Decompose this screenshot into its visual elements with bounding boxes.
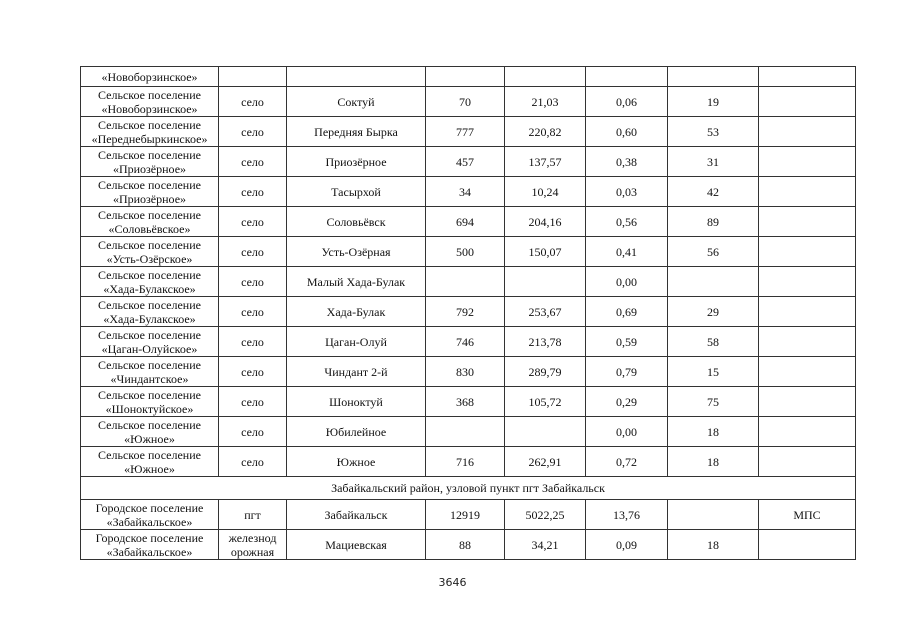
locality-cell: Хада-Булак [287, 297, 426, 327]
type-cell: село [219, 207, 287, 237]
section-title: Забайкальский район, узловой пункт пгт Забайкальск [81, 477, 856, 500]
note-cell [759, 207, 856, 237]
value2-cell: 0,06 [586, 87, 668, 117]
locality-cell: Приозёрное [287, 147, 426, 177]
value3-cell: 18 [668, 447, 759, 477]
population-cell [426, 267, 505, 297]
settlement-cell: Сельское поселение «Южное» [81, 417, 219, 447]
note-cell [759, 117, 856, 147]
locality-cell [287, 67, 426, 87]
locality-cell: Цаган-Олуй [287, 327, 426, 357]
value3-cell: 53 [668, 117, 759, 147]
value3-cell: 29 [668, 297, 759, 327]
type-cell: село [219, 87, 287, 117]
value2-cell: 0,79 [586, 357, 668, 387]
table-row [81, 417, 856, 447]
table-row [81, 207, 856, 237]
value3-cell: 89 [668, 207, 759, 237]
value3-cell [668, 67, 759, 87]
note-cell [759, 417, 856, 447]
table-row [81, 237, 856, 267]
population-cell: 792 [426, 297, 505, 327]
population-cell: 12919 [426, 500, 505, 530]
settlement-cell: Сельское поселение «Приозёрное» [81, 177, 219, 207]
locality-cell: Забайкальск [287, 500, 426, 530]
value1-cell: 253,67 [505, 297, 586, 327]
settlement-cell: Городское поселение «Забайкальское» [81, 500, 219, 530]
value1-cell [505, 417, 586, 447]
value3-cell: 42 [668, 177, 759, 207]
settlement-cell: Сельское поселение «Южное» [81, 447, 219, 477]
population-cell: 368 [426, 387, 505, 417]
population-cell [426, 417, 505, 447]
note-cell: МПС [759, 500, 856, 530]
settlement-cell: «Новоборзинское» [81, 67, 219, 87]
value1-cell: 34,21 [505, 530, 586, 560]
settlement-cell: Сельское поселение «Хада-Булакское» [81, 297, 219, 327]
table-row [81, 117, 856, 147]
type-cell: село [219, 117, 287, 147]
table-row [81, 267, 856, 297]
value1-cell: 289,79 [505, 357, 586, 387]
settlement-cell: Сельское поселение «Усть-Озёрское» [81, 237, 219, 267]
value3-cell: 31 [668, 147, 759, 177]
page-number: 3646 [438, 576, 467, 589]
settlement-cell: Сельское поселение «Приозёрное» [81, 147, 219, 177]
value2-cell: 0,00 [586, 267, 668, 297]
locality-cell: Южное [287, 447, 426, 477]
table-row [81, 500, 856, 530]
locality-cell: Соловьёвск [287, 207, 426, 237]
type-cell: железнод орожная [219, 530, 287, 560]
value1-cell: 21,03 [505, 87, 586, 117]
table-row [81, 297, 856, 327]
type-cell: село [219, 147, 287, 177]
type-cell: село [219, 357, 287, 387]
locality-cell: Чиндант 2-й [287, 357, 426, 387]
value2-cell: 0,41 [586, 237, 668, 267]
population-cell: 88 [426, 530, 505, 560]
table-body [81, 67, 856, 560]
value2-cell: 0,60 [586, 117, 668, 147]
locality-cell: Передняя Бырка [287, 117, 426, 147]
value1-cell: 204,16 [505, 207, 586, 237]
value1-cell: 213,78 [505, 327, 586, 357]
note-cell [759, 177, 856, 207]
settlement-cell: Сельское поселение «Шоноктуйское» [81, 387, 219, 417]
value3-cell: 15 [668, 357, 759, 387]
table-row [81, 177, 856, 207]
value3-cell: 75 [668, 387, 759, 417]
table-row [81, 530, 856, 560]
type-cell: село [219, 387, 287, 417]
value2-cell: 0,29 [586, 387, 668, 417]
settlement-cell: Сельское поселение «Цаган-Олуйское» [81, 327, 219, 357]
value2-cell: 0,09 [586, 530, 668, 560]
value2-cell: 0,00 [586, 417, 668, 447]
type-cell: село [219, 417, 287, 447]
value2-cell: 0,03 [586, 177, 668, 207]
settlements-table [80, 66, 856, 560]
locality-cell: Соктуй [287, 87, 426, 117]
value1-cell: 262,91 [505, 447, 586, 477]
value1-cell: 220,82 [505, 117, 586, 147]
value1-cell: 137,57 [505, 147, 586, 177]
note-cell [759, 530, 856, 560]
value3-cell: 58 [668, 327, 759, 357]
value2-cell: 0,72 [586, 447, 668, 477]
settlement-cell: Сельское поселение «Хада-Булакское» [81, 267, 219, 297]
value2-cell: 0,69 [586, 297, 668, 327]
value3-cell: 56 [668, 237, 759, 267]
value2-cell: 13,76 [586, 500, 668, 530]
locality-cell: Шоноктуй [287, 387, 426, 417]
settlement-cell: Сельское поселение «Переднебыркинское» [81, 117, 219, 147]
value1-cell: 5022,25 [505, 500, 586, 530]
value1-cell [505, 267, 586, 297]
locality-cell: Тасырхой [287, 177, 426, 207]
value1-cell: 10,24 [505, 177, 586, 207]
table-row-continued [81, 67, 856, 87]
population-cell: 830 [426, 357, 505, 387]
population-cell: 694 [426, 207, 505, 237]
note-cell [759, 327, 856, 357]
type-cell: пгт [219, 500, 287, 530]
locality-cell: Мациевская [287, 530, 426, 560]
value3-cell [668, 500, 759, 530]
note-cell [759, 267, 856, 297]
note-cell [759, 447, 856, 477]
settlement-cell: Сельское поселение «Соловьёвское» [81, 207, 219, 237]
value3-cell: 18 [668, 530, 759, 560]
settlement-cell: Сельское поселение «Чиндантское» [81, 357, 219, 387]
note-cell [759, 87, 856, 117]
population-cell [426, 67, 505, 87]
population-cell: 746 [426, 327, 505, 357]
value1-cell: 105,72 [505, 387, 586, 417]
value3-cell [668, 267, 759, 297]
population-cell: 777 [426, 117, 505, 147]
table-row [81, 147, 856, 177]
note-cell [759, 357, 856, 387]
population-cell: 70 [426, 87, 505, 117]
table-row [81, 87, 856, 117]
locality-cell: Юбилейное [287, 417, 426, 447]
type-cell: село [219, 267, 287, 297]
note-cell [759, 387, 856, 417]
type-cell [219, 67, 287, 87]
value2-cell: 0,38 [586, 147, 668, 177]
table-row [81, 387, 856, 417]
note-cell [759, 147, 856, 177]
value2-cell: 0,59 [586, 327, 668, 357]
type-cell: село [219, 447, 287, 477]
type-cell: село [219, 297, 287, 327]
value1-cell: 150,07 [505, 237, 586, 267]
table-row [81, 327, 856, 357]
settlement-cell: Сельское поселение «Новоборзинское» [81, 87, 219, 117]
value3-cell: 19 [668, 87, 759, 117]
value1-cell [505, 67, 586, 87]
type-cell: село [219, 237, 287, 267]
value2-cell [586, 67, 668, 87]
locality-cell: Малый Хада-Булак [287, 267, 426, 297]
settlement-cell: Городское поселение «Забайкальское» [81, 530, 219, 560]
table-row [81, 447, 856, 477]
note-cell [759, 297, 856, 327]
type-cell: село [219, 327, 287, 357]
value2-cell: 0,56 [586, 207, 668, 237]
value3-cell: 18 [668, 417, 759, 447]
note-cell [759, 237, 856, 267]
population-cell: 500 [426, 237, 505, 267]
population-cell: 34 [426, 177, 505, 207]
locality-cell: Усть-Озёрная [287, 237, 426, 267]
type-cell: село [219, 177, 287, 207]
table-row [81, 357, 856, 387]
population-cell: 716 [426, 447, 505, 477]
population-cell: 457 [426, 147, 505, 177]
section-header-row [81, 477, 856, 500]
note-cell [759, 67, 856, 87]
